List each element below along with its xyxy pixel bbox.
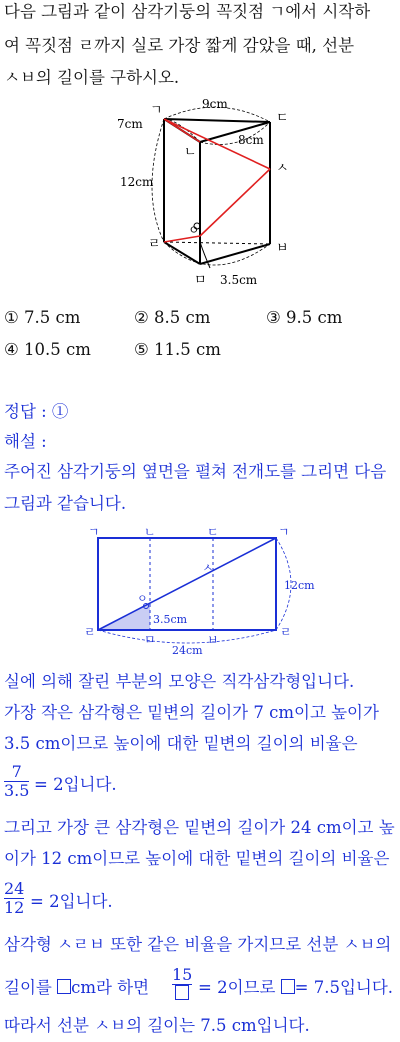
- edge-g-d: [164, 119, 270, 122]
- dim-top: 9cm: [202, 97, 228, 111]
- net-bottom-b: ㅂ: [207, 633, 219, 647]
- net-bottom-r-2: ㄹ: [280, 625, 292, 639]
- dim-left: 7cm: [117, 117, 143, 131]
- intro-line-2: 그림과 같습니다.: [4, 494, 127, 513]
- explain-p6: 삼각형 ㅅㄹㅂ 또한 같은 비율을 가지므로 선분 ㅅㅂ의: [4, 935, 392, 954]
- net-dim-width: 24cm: [172, 644, 203, 657]
- explain-p7: 길이를 cm라 하면: [4, 978, 150, 997]
- fraction-24-over-12: 24 12: [4, 879, 25, 917]
- explain-p4: 그리고 가장 큰 삼각형은 밑변의 길이가 24 cm이고 높: [4, 818, 395, 837]
- explain-p5: 이가 12 cm이므로 높이에 대한 밑변의 길이의 비율은: [4, 849, 390, 868]
- label-m: ㅁ: [194, 273, 207, 288]
- blank-box: [175, 985, 189, 1000]
- question-line-1: 다음 그림과 같이 삼각기둥의 꼭짓점 ㄱ에서 시작하: [4, 2, 371, 21]
- choice-5: ⑤ 11.5 cm: [134, 340, 221, 359]
- fraction-7-over-3.5: 7 3.5: [4, 762, 30, 800]
- net-top-d: ㄷ: [207, 526, 219, 539]
- net-top-n: ㄴ: [144, 526, 156, 539]
- fraction-1-result: = 2입니다.: [34, 775, 117, 794]
- label-n: ㄴ: [184, 145, 197, 160]
- choice-3: ③ 9.5 cm: [266, 308, 343, 327]
- net-label-o: ㅇ: [137, 592, 148, 605]
- choice-1: ① 7.5 cm: [4, 308, 81, 327]
- net-dim-height: 12cm: [284, 579, 315, 592]
- net-top-g-2: ㄱ: [278, 526, 290, 539]
- net-figure: [80, 526, 330, 658]
- question-line-3: ㅅㅂ의 길이를 구하시오.: [4, 68, 180, 87]
- edge-r-b-hidden: [164, 242, 270, 244]
- edge-m-b: [200, 244, 270, 264]
- explain-p2: 가장 작은 삼각형은 밑변의 길이가 7 cm이고 높이가: [4, 703, 379, 722]
- label-d: ㄷ: [276, 111, 289, 126]
- answer-label: 정답 : ①: [4, 402, 69, 421]
- net-bottom-r-1: ㄹ: [84, 625, 96, 639]
- blank-box: [281, 979, 295, 994]
- explain-p8: 따라서 선분 ㅅㅂ의 길이는 7.5 cm입니다.: [4, 1016, 310, 1035]
- arc-bottom: [164, 242, 270, 265]
- net-bottom-m: ㅁ: [144, 633, 156, 647]
- prism-figure: [100, 92, 320, 294]
- choice-4: ④ 10.5 cm: [4, 340, 91, 359]
- edge-r-m: [164, 242, 200, 264]
- arc-left: [152, 119, 164, 242]
- fraction-2-result: = 2입니다.: [30, 892, 113, 911]
- dim-bottom: 3.5cm: [220, 273, 258, 287]
- label-r: ㄹ: [148, 237, 161, 252]
- label-b: ㅂ: [276, 241, 289, 256]
- arc-under: [98, 630, 276, 643]
- explain-p1: 실에 의해 잘린 부분의 모양은 직각삼각형입니다.: [4, 672, 355, 691]
- blank-box: [57, 979, 71, 994]
- fraction-15-over-box: 15: [172, 966, 192, 1000]
- choice-2: ② 8.5 cm: [134, 308, 211, 327]
- explain-p3: 3.5 cm이므로 높이에 대한 밑변의 길이의 비율은: [4, 734, 358, 753]
- label-g: ㄱ: [150, 103, 163, 118]
- net-dim-inner: 3.5cm: [153, 613, 188, 626]
- thread-2: [200, 169, 270, 236]
- explain-p7-cont: = 2이므로 = 7.5입니다.: [198, 978, 394, 997]
- question-line-2: 여 꼭짓점 ㄹ까지 실로 가장 짧게 감았을 때, 선분: [4, 36, 355, 55]
- thread-path: [164, 119, 200, 142]
- label-o: ㅇ: [188, 223, 200, 237]
- dim-inner: 8cm: [238, 133, 264, 147]
- net-top-g-1: ㄱ: [88, 526, 100, 539]
- net-label-s: ㅅ: [202, 561, 214, 575]
- explain-label: 해설 :: [4, 432, 47, 451]
- dim-height: 12cm: [120, 175, 154, 189]
- label-s: ㅅ: [276, 161, 289, 176]
- intro-line-1: 주어진 삼각기둥의 옆면을 펼쳐 전개도를 그리면 다음: [4, 462, 387, 481]
